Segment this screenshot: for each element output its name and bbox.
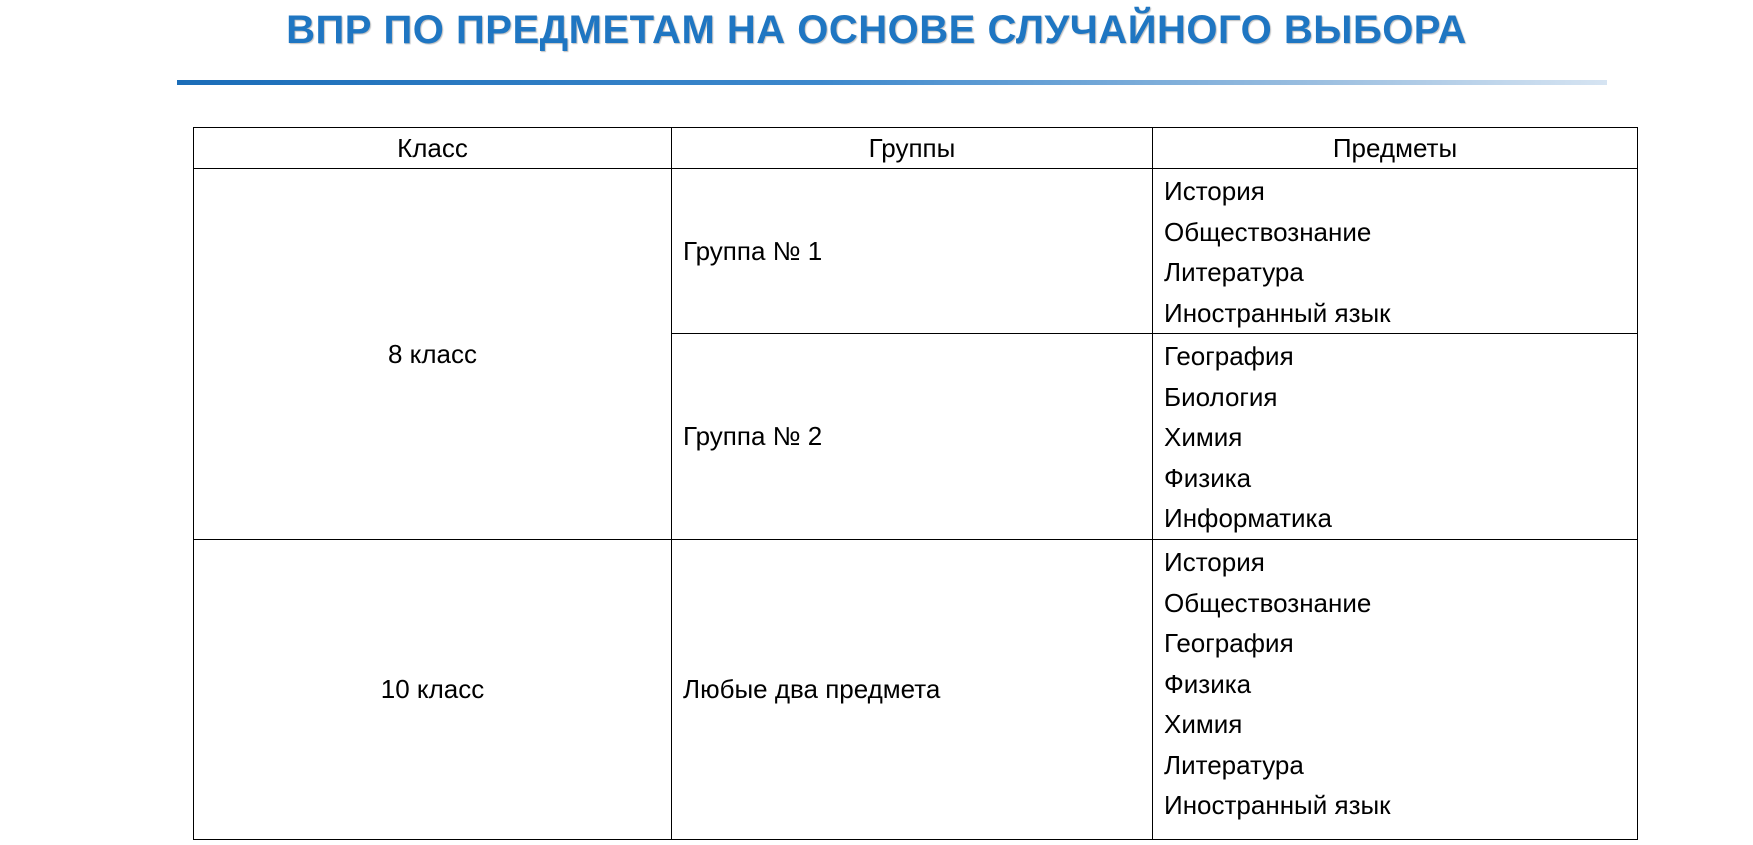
header-groups: Группы [672,128,1153,169]
subject-item: География [1164,341,1294,371]
title-underline [177,80,1607,85]
subject-item: Литература [1164,749,1304,780]
subjects-list [1164,171,1637,333]
class-cell-10: 10 класс [194,540,672,840]
table-row [194,540,1638,840]
table-row [194,169,1638,334]
subjects-cell-any-two [1153,540,1638,840]
subject-item: Химия [1164,422,1243,452]
subjects-cell-group-2 [1153,334,1638,540]
class-cell-8: 8 класс [194,169,672,540]
subject-item: Физика [1164,668,1252,699]
subjects-list [1164,336,1637,539]
subject-item: Иностранный язык [1164,790,1391,820]
subject-item: География [1164,628,1294,658]
subjects-list [1164,542,1637,826]
subject-item: Литература [1164,257,1304,287]
subject-item: Обществознание [1164,587,1372,618]
subject-item: Иностранный язык [1164,297,1391,328]
subject-item: Физика [1164,462,1252,493]
header-subjects: Предметы [1153,128,1638,169]
subject-item: Биология [1164,381,1278,412]
group-cell-2: Группа № 2 [672,334,1153,540]
group-cell-1: Группа № 1 [672,169,1153,334]
subject-item: История [1164,176,1265,206]
subjects-cell-group-1 [1153,169,1638,334]
table-header-row [194,128,1638,169]
subjects-table [193,127,1638,840]
subject-item: История [1164,547,1265,577]
group-cell-any-two: Любые два предмета [672,540,1153,840]
subject-item: Информатика [1164,503,1332,533]
subject-item: Обществознание [1164,216,1372,247]
page-title: ВПР ПО ПРЕДМЕТАМ НА ОСНОВЕ СЛУЧАЙНОГО ВЫБОРА [286,8,1467,52]
subject-item: Химия [1164,709,1243,739]
header-class: Класс [194,128,672,169]
